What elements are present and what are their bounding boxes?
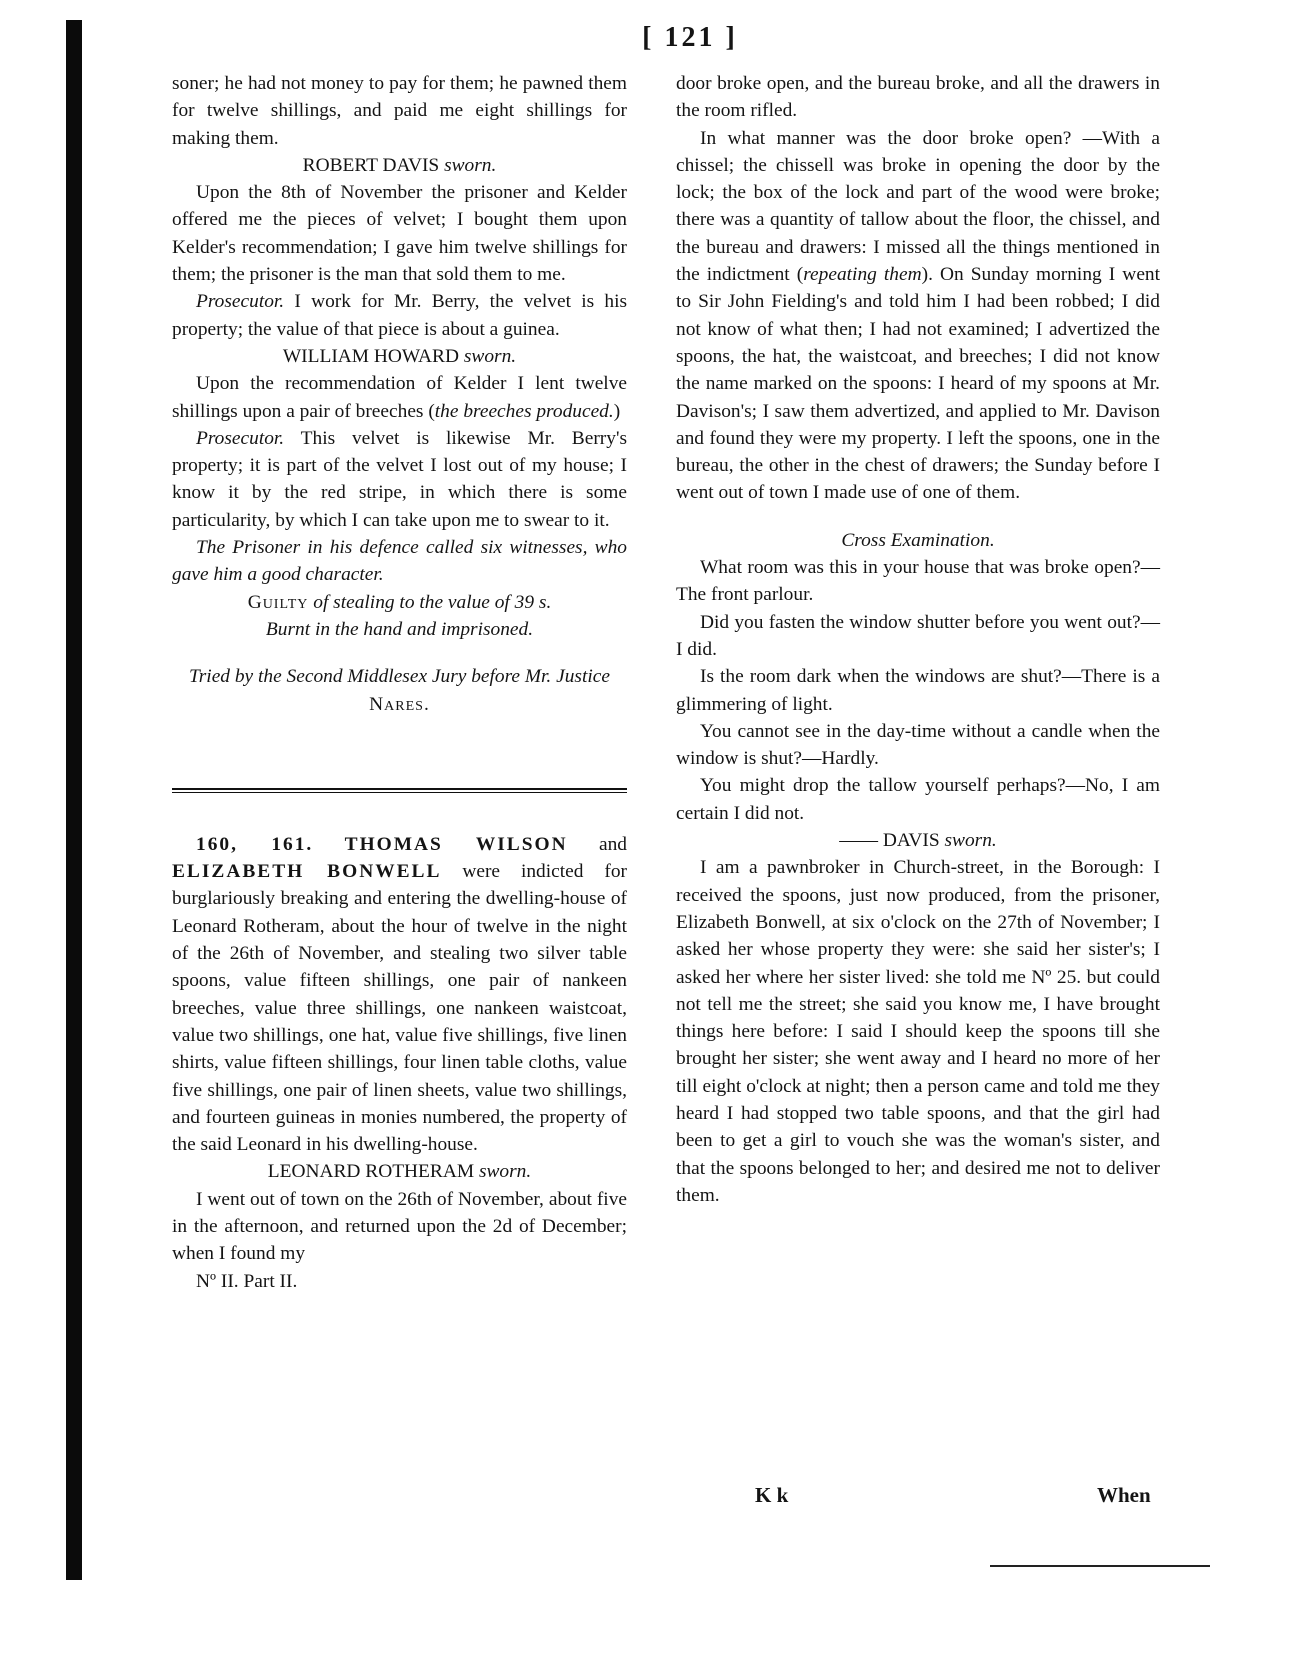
signature-line: Nº II. Part II. bbox=[196, 1270, 298, 1292]
verdict-word: Guilty bbox=[247, 591, 309, 613]
left-column bbox=[172, 70, 627, 1295]
testimony-text: Upon the recommendation of Kelder I lent twelve shillings upon a pair of breeches ( bbox=[172, 373, 627, 422]
testimony-paragraph: I went out of town on the 26th of November, about five in the afternoon, and returned upon the 2d of December; when I found my bbox=[172, 1188, 627, 1265]
testimony-paragraph bbox=[172, 288, 627, 343]
jury-text: Tried by the Second Middlesex Jury before Mr. Justice bbox=[189, 666, 610, 688]
right-column bbox=[676, 70, 1160, 1209]
witness-name: WILLIAM HOWARD bbox=[282, 345, 459, 367]
speaker-label: Prosecutor. bbox=[196, 427, 285, 449]
witness-heading bbox=[172, 1158, 627, 1185]
testimony-paragraph: I am a pawnbroker in Church-street, in the Borough: I received the spoons, just now produced, from the prisoner, Elizabeth Bonwell, at six o'clock on the 27th of November; I asked her whose property they were: she said her sister's; I asked her where her sister lived: she told me Nº 25. but could not tell me the street; she said you know me, I have brought things here before: I said I should keep the spoons till she brought her sister; she went away and I heard no more of her till eight o'clock at night; then a person came and told me they heard I had stopped two table spoons, and that the girl had been to get a girl to vouch she was the woman's sister, and that the spoons belonged to her; and desired me not to deliver them. bbox=[676, 857, 1160, 1206]
testimony-paragraph bbox=[172, 425, 627, 534]
judge-name: Nares. bbox=[369, 693, 430, 715]
sworn-label: sworn. bbox=[478, 1161, 532, 1183]
speaker-label: Prosecutor. bbox=[196, 291, 285, 313]
witness-name: ROBERT DAVIS bbox=[302, 154, 440, 176]
testimony-text: This velvet is likewise Mr. Berry's property; it is part of the velvet I lost out of my house; I know it by the red stripe, in which there is some particularity, by which I can take upon me to swear to it. bbox=[172, 427, 627, 531]
witness-heading bbox=[172, 343, 627, 370]
indictment-text: were indicted for burglariously breaking and entering the dwelling-house of Leonard Rotheram, about the hour of twelve in the night of the 26th of November, and stealing two silver table spoons, value fifteen shillings, one pair of nankeen breeches, value three shillings, one nankeen waistcoat, value two shillings, one hat, value five shillings, five linen shirts, value fifteen shillings, four linen table cloths, value five shillings, one pair of linen sheets, value two shillings, and fourteen guineas in monies numbered, the property of the said Leonard in his dwelling-house. bbox=[172, 861, 627, 1156]
indictment-paragraph bbox=[172, 831, 627, 1159]
testimony-paragraph bbox=[676, 125, 1160, 507]
stage-direction: repeating them bbox=[803, 264, 922, 286]
catchword: When bbox=[1097, 1483, 1151, 1507]
witness-heading bbox=[676, 827, 1160, 854]
stage-direction: the breeches produced. bbox=[434, 400, 614, 422]
signature-mark: K k bbox=[755, 1483, 789, 1507]
verdict-line bbox=[172, 589, 627, 616]
jury-note bbox=[172, 663, 627, 718]
verdict-text: of stealing to the value of 39 s. bbox=[308, 591, 552, 613]
section-heading bbox=[676, 527, 1160, 554]
testimony-text: I work for Mr. Berry, the velvet is his property; the value of that piece is about a guinea. bbox=[172, 291, 627, 340]
sentence-line bbox=[172, 616, 627, 643]
testimony-text: ). On Sunday morning I went to Sir John Fielding's and told him I had been robbed; I did not know of what then; I had not examined; I advertized the spoons, the hat, the waistcoat, and breeches; I did not know the name marked on the spoons: I heard of my spoons at Mr. Davison's; I saw them advertized, and applied to Mr. Davison and found they were my property. I left the spoons, one in the bureau, the other in the chest of drawers; the Sunday before I went out of town I made use of one of them. bbox=[676, 264, 1161, 504]
testimony-paragraph: Upon the 8th of November the prisoner and Kelder offered me the pieces of velvet; I bought them upon Kelder's recommendation; I gave him twelve shillings for them; the prisoner is the man that sold them to me. bbox=[172, 182, 627, 286]
sworn-label: sworn. bbox=[944, 830, 997, 852]
defendant-name: ELIZABETH BONWELL bbox=[172, 861, 442, 883]
cross-examination-heading: Cross Examination. bbox=[841, 529, 995, 551]
qa-paragraph: Did you fasten the window shutter before you went out?—I did. bbox=[676, 611, 1160, 660]
case-number: 160, 161. bbox=[196, 833, 314, 855]
qa-paragraph: What room was this in your house that was broke open?—The front parlour. bbox=[676, 557, 1160, 606]
defence-note bbox=[172, 534, 627, 589]
witness-heading bbox=[172, 152, 627, 179]
sworn-label: sworn. bbox=[444, 154, 497, 176]
sworn-label: sworn. bbox=[463, 345, 517, 367]
qa-paragraph: You might drop the tallow yourself perhaps?—No, I am certain I did not. bbox=[676, 775, 1160, 824]
conjunction: and bbox=[567, 833, 627, 855]
paragraph: soner; he had not money to pay for them; he pawned them for twelve shillings, and paid me eight shillings for making them. bbox=[172, 73, 627, 149]
parenthesis: ) bbox=[613, 400, 621, 422]
paragraph: door broke open, and the bureau broke, and all the drawers in the room rifled. bbox=[676, 73, 1160, 122]
sentence-text: Burnt in the hand and imprisoned. bbox=[265, 618, 534, 640]
defendant-name: THOMAS WILSON bbox=[344, 833, 568, 855]
witness-name: LEONARD ROTHERAM bbox=[267, 1161, 475, 1183]
testimony-paragraph bbox=[172, 370, 627, 425]
qa-paragraph: You cannot see in the day-time without a candle when the window is shut?—Hardly. bbox=[676, 720, 1160, 770]
qa-paragraph: Is the room dark when the windows are shut?—There is a glimmering of light. bbox=[676, 666, 1160, 715]
page-number: [ 121 ] bbox=[642, 22, 738, 53]
defence-text: The Prisoner in his defence called six witnesses, who gave him a good character. bbox=[172, 537, 627, 586]
footer-rule bbox=[990, 1565, 1210, 1567]
binding-shadow bbox=[66, 20, 82, 1580]
testimony-text: In what manner was the door broke open? —With a chissel; the chissell was broke in opening the door by the lock; the box of the lock and part of the wood were broke; there was a quantity of tallow about the floor, the chissel, and the bureau and drawers: I missed all the things mentioned in the indictment ( bbox=[676, 127, 1160, 286]
witness-name: —— DAVIS bbox=[839, 830, 940, 852]
